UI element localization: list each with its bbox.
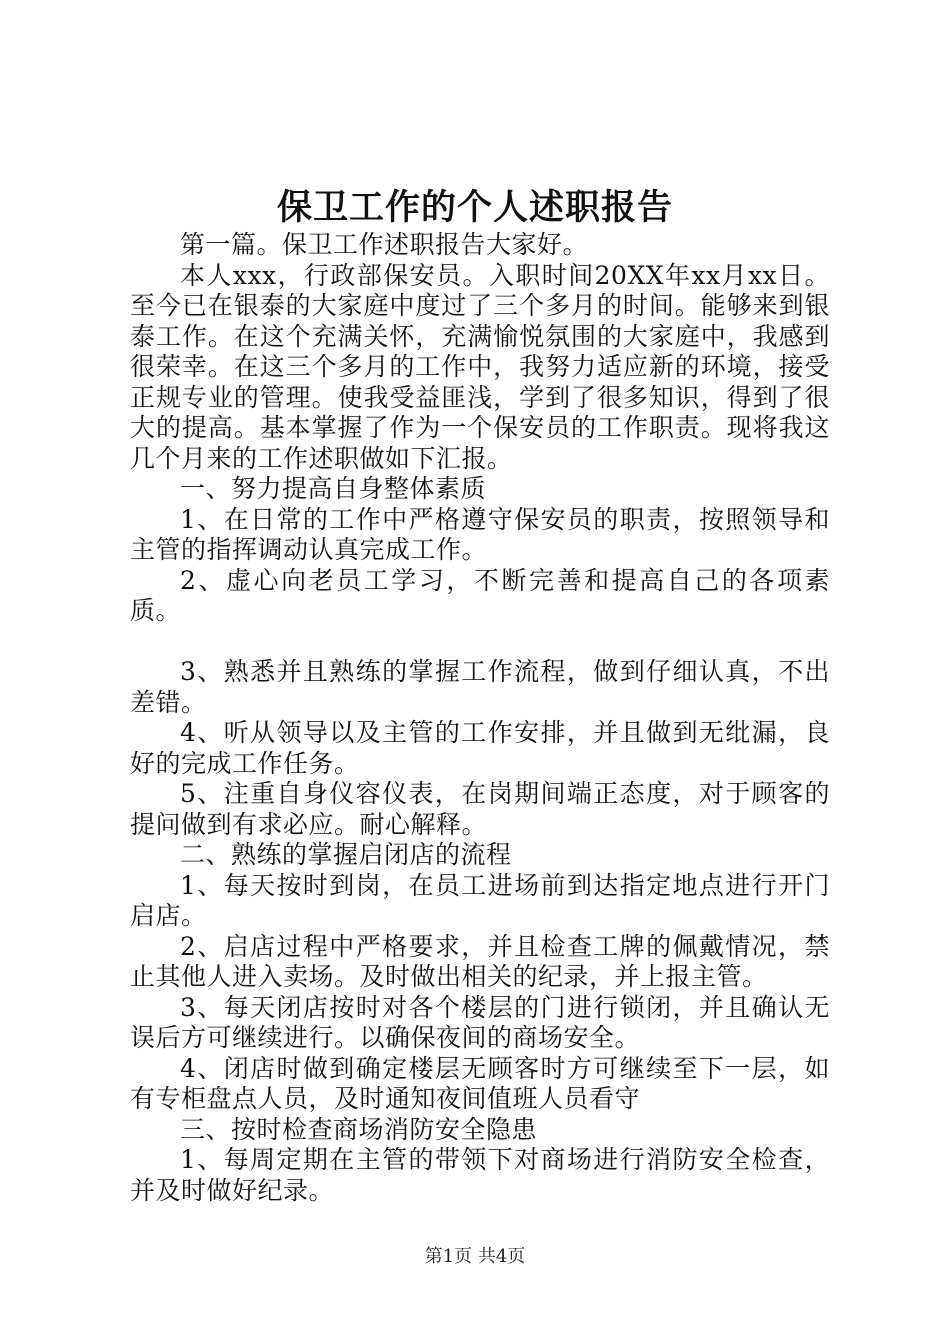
- paragraph: 5、注重自身仪容仪表，在岗期间端正态度，对于顾客的提问做到有求必应。耐心解释。: [130, 779, 830, 839]
- section-heading: 一、努力提高自身整体素质: [180, 474, 487, 503]
- paragraph: 1、每天按时到岗，在员工进场前到达指定地点进行开门启店。: [130, 870, 830, 930]
- section-heading: 三、按时检查商场消防安全隐患: [180, 1114, 538, 1144]
- paragraph: 本人xxx，行政部保安员。入职时间20XX年xx月xx日。至今已在银泰的大家庭中度过了三个多月的时间。能够来到银泰工作。在这个充满关怀，充满愉悦氛围的大家庭中，我感到很荣幸。在这三个多月的工作中，我努力适应新的环境，接受正规专业的管理。使我受益匪浅，学到了很多知识，得到了很大的提高。基本掌握了作为一个保安员的工作职责。现将我这几个月来的工作述职做如下汇报。: [130, 260, 830, 473]
- paragraph: 4、听从领导以及主管的工作安排，并且做到无纰漏，良好的完成工作任务。: [130, 718, 830, 778]
- document-title: 保卫工作的个人述职报告: [276, 187, 673, 228]
- page-number-footer: 第1页 共4页: [424, 1246, 526, 1267]
- paragraph: 2、启店过程中严格要求，并且检查工牌的佩戴情况，禁止其他人进入卖场。及时做出相关的纪录，并上报主管。: [130, 931, 830, 991]
- paragraph: 4、闭店时做到确定楼层无顾客时方可继续至下一层，如有专柜盘点人员，及时通知夜间值班人员看守: [130, 1053, 830, 1113]
- section-heading: 二、熟练的掌握启闭店的流程: [180, 840, 512, 869]
- document-body: [130, 230, 830, 1206]
- paragraph: 3、熟悉并且熟练的掌握工作流程，做到仔细认真，不出差错。: [130, 657, 830, 717]
- paragraph: 第一篇。保卫工作述职报告大家好。: [180, 230, 589, 259]
- paragraph: 1、每周定期在主管的带领下对商场进行消防安全检查，并及时做好纪录。: [130, 1145, 830, 1205]
- paragraph: 1、在日常的工作中严格遵守保安员的职责，按照领导和主管的指挥调动认真完成工作。: [130, 504, 830, 564]
- paragraph: 3、每天闭店按时对各个楼层的门进行锁闭，并且确认无误后方可继续进行。以确保夜间的商场安全。: [130, 992, 830, 1052]
- paragraph: 2、虚心向老员工学习，不断完善和提高自己的各项素质。: [130, 565, 830, 625]
